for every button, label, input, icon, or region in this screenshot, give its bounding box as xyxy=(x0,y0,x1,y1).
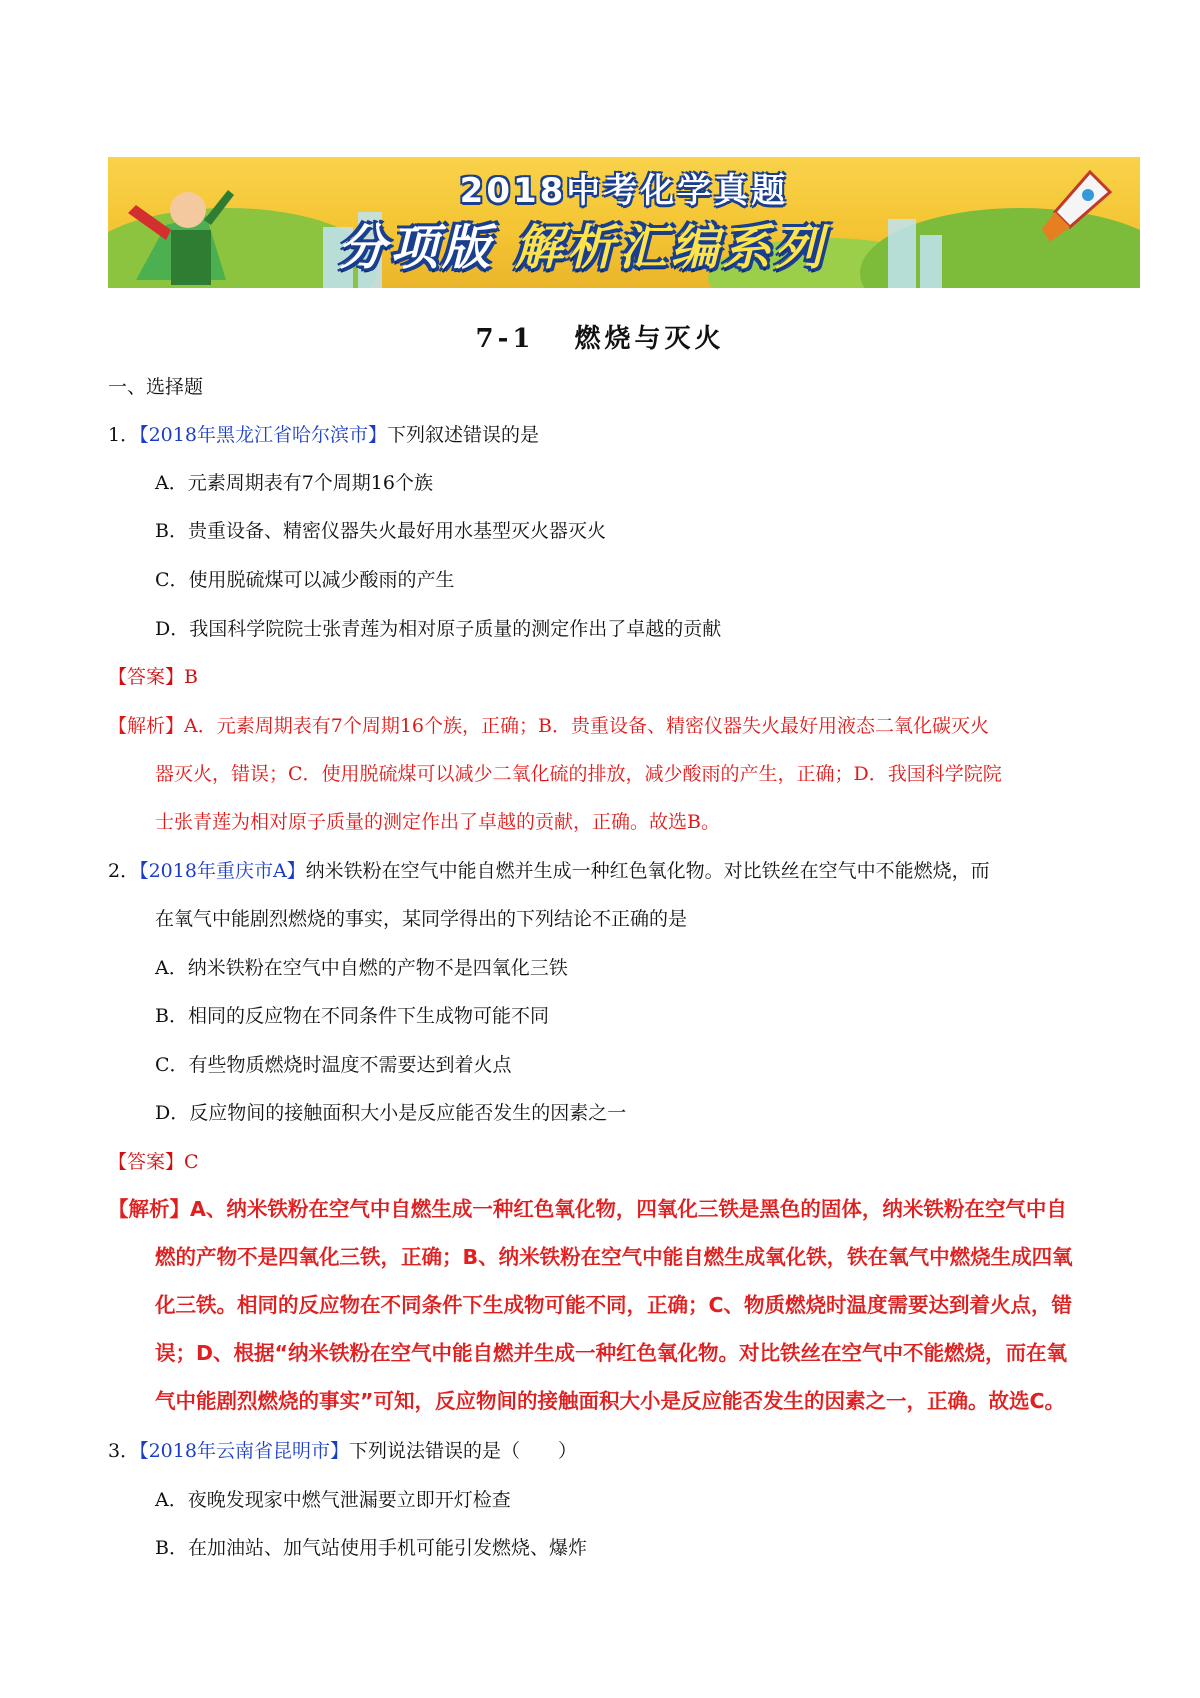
option-a: A．夜晚发现家中燃气泄漏要立即开灯检查 xyxy=(155,1489,511,1511)
question-1-stem xyxy=(108,422,539,448)
answer-label: 【答案】 xyxy=(108,666,185,688)
analysis-line: 器灭火，错误；C．使用脱硫煤可以减少二氧化硫的排放，减少酸雨的产生，正确；D．我国科学院院 xyxy=(155,763,1002,785)
answer-line xyxy=(108,1149,199,1175)
option-c: C．有些物质燃烧时温度不需要达到着火点 xyxy=(155,1054,512,1076)
analysis-line: 燃的产物不是四氧化三铁，正确；B、纳米铁粉在空气中能自燃生成氧化铁，铁在氧气中燃烧生成四氧 xyxy=(155,1245,1073,1269)
question-source-tag: 【2018年黑龙江省哈尔滨市】 xyxy=(139,424,387,446)
question-2-stem xyxy=(108,858,990,884)
question-3-stem xyxy=(108,1438,577,1464)
option-b: B．在加油站、加气站使用手机可能引发燃烧、爆炸 xyxy=(155,1537,587,1559)
header-banner xyxy=(108,157,1140,288)
question-text: 纳米铁粉在空气中能自燃并生成一种红色氧化物。对比铁丝在空气中不能燃烧，而 xyxy=(305,860,990,882)
answer-value: C xyxy=(184,1151,199,1173)
option-c: C．使用脱硫煤可以减少酸雨的产生 xyxy=(155,569,455,591)
analysis-line: 气中能剧烈燃烧的事实”可知，反应物间的接触面积大小是反应能否发生的因素之一，正确。故选C。 xyxy=(155,1389,1066,1413)
option-b: B．贵重设备、精密仪器失火最好用水基型灭火器灭火 xyxy=(155,520,606,542)
banner-title-part1: 分项版 xyxy=(338,220,495,276)
section-heading: 一、选择题 xyxy=(108,376,204,398)
question-text: 下列说法错误的是（ ） xyxy=(348,1440,577,1462)
chapter-title: 燃烧与灭火 xyxy=(574,324,725,354)
question-number: 3． xyxy=(108,1440,140,1462)
banner-title-line2 xyxy=(338,209,827,278)
chapter-number: 7-1 xyxy=(475,324,535,354)
banner-building xyxy=(920,235,942,288)
answer-line xyxy=(108,664,198,690)
option-d: D．反应物间的接触面积大小是反应能否发生的因素之一 xyxy=(155,1102,627,1124)
analysis-line: 化三铁。相同的反应物在不同条件下生成物可能不同，正确；C、物质燃烧时温度需要达到着火点，错 xyxy=(155,1293,1073,1317)
answer-label: 【答案】 xyxy=(108,1151,185,1173)
page-title xyxy=(0,318,1200,355)
analysis-label: 【解析】 xyxy=(108,715,185,737)
option-d: D．我国科学院院士张青莲为相对原子质量的测定作出了卓越的贡献 xyxy=(155,618,722,640)
analysis-text: A．元素周期表有7个周期16个族，正确；B．贵重设备、精密仪器失火最好用液态二氧化碳灭火 xyxy=(184,715,989,737)
analysis-line xyxy=(108,713,989,739)
analysis-text: A、纳米铁粉在空气中自燃生成一种红色氧化物，四氧化三铁是黑色的固体，纳米铁粉在空气中自 xyxy=(190,1197,1067,1221)
banner-title-part2: 解析汇编系列 xyxy=(514,220,827,276)
question-text-continued: 在氧气中能剧烈燃烧的事实，某同学得出的下列结论不正确的是 xyxy=(155,908,688,930)
option-a: A．元素周期表有7个周期16个族 xyxy=(155,472,433,494)
answer-value: B xyxy=(184,666,198,688)
analysis-line: 误；D、根据“纳米铁粉在空气中能自燃并生成一种红色氧化物。对比铁丝在空气中不能燃烧，而在氧 xyxy=(155,1341,1067,1365)
question-number: 1． xyxy=(108,424,140,446)
analysis-label: 【解析】 xyxy=(108,1197,190,1221)
option-a: A．纳米铁粉在空气中自燃的产物不是四氧化三铁 xyxy=(155,957,568,979)
analysis-line xyxy=(108,1196,1067,1222)
banner-title-line1: 2018中考化学真题 xyxy=(459,171,789,211)
question-source-tag: 【2018年云南省昆明市】 xyxy=(139,1440,349,1462)
analysis-line: 士张青莲为相对原子质量的测定作出了卓越的贡献，正确。故选B。 xyxy=(155,811,720,833)
option-b: B．相同的反应物在不同条件下生成物可能不同 xyxy=(155,1005,549,1027)
banner-building xyxy=(888,219,916,288)
question-number: 2． xyxy=(108,860,140,882)
question-text: 下列叙述错误的是 xyxy=(386,424,539,446)
question-source-tag: 【2018年重庆市A】 xyxy=(139,860,306,882)
